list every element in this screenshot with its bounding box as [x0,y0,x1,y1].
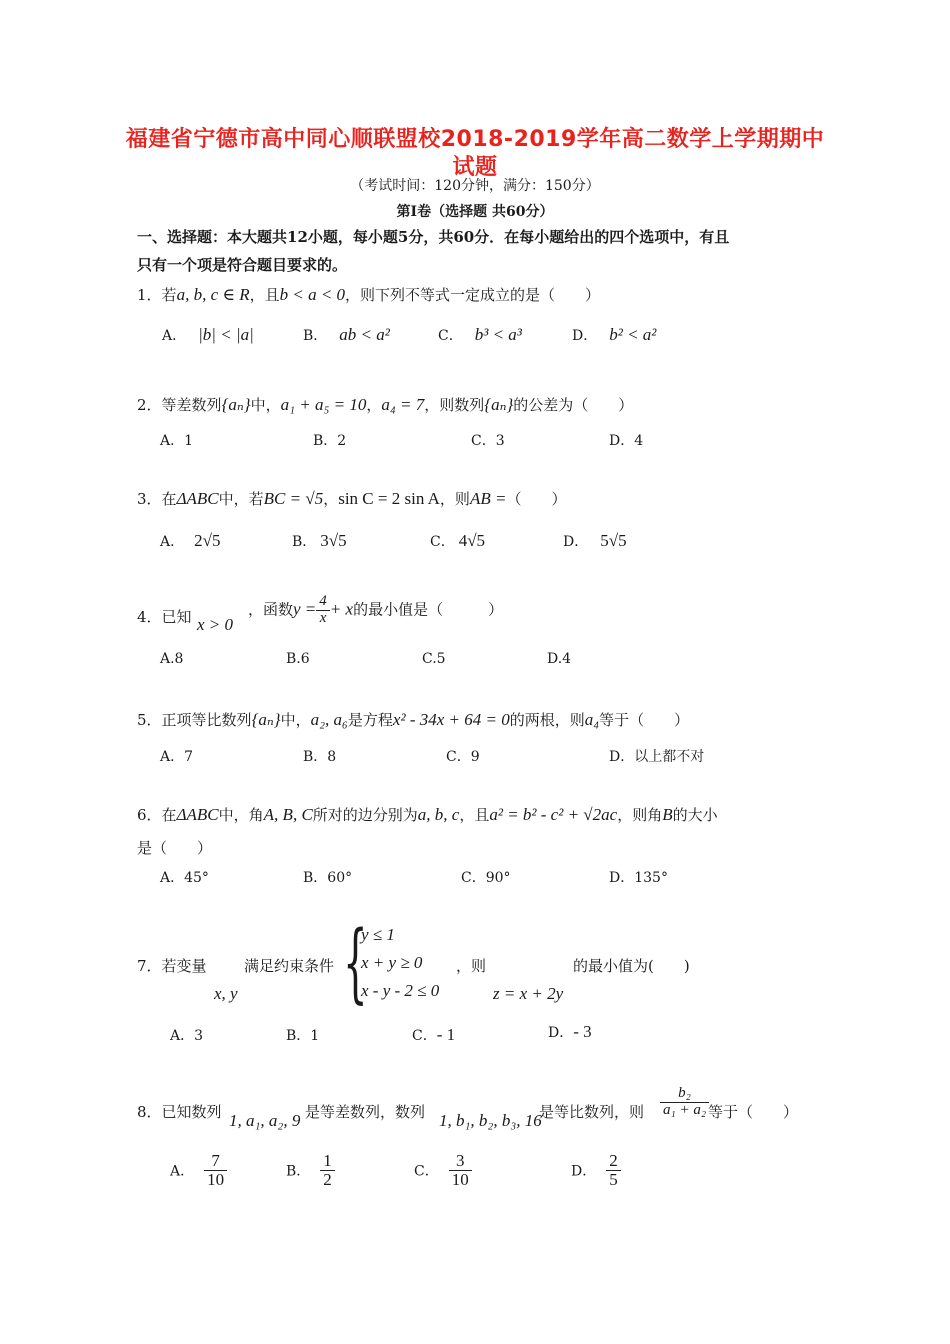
q6-equation: a² = b² - c² + √2ac [489,805,618,824]
q3-target: AB = [469,489,507,508]
denominator: 5 [609,1169,618,1189]
q1-option-a [162,325,254,345]
q1-option-d [572,325,656,345]
q4-denominator: x [319,609,327,626]
q5-option-b: B．8 [303,749,337,765]
q6-option-a: A．45° [160,870,209,886]
q8-fraction [660,1086,709,1119]
q4-func: + x [329,599,354,619]
option-label: B． [286,1163,311,1180]
question-5 [137,709,689,730]
option-math: 4√5 [458,531,486,550]
option-math: 2√5 [194,531,221,550]
q7-constraint-2: x + y ≥ 0 [361,953,423,972]
q8-numerator: b₂ [660,1086,709,1103]
q4-text: 的最小值是（ ） [353,600,504,619]
q5-equation: x² - 34x + 64 = 0 [392,710,510,729]
q7-label [137,955,207,976]
q8-option-a-fraction [204,1152,227,1189]
q8-option-a [170,1152,227,1189]
q5-text: 中， [280,711,311,729]
q6-number: 6． [137,806,162,824]
q1-text: 若 [161,286,177,304]
denominator: 10 [207,1169,225,1189]
q3-text: ， [323,490,339,508]
q6-text: ，且 [459,806,490,824]
q4-fraction [316,594,330,627]
q5-text: 是方程 [347,711,393,729]
q8-seq-arith: 1, a₁, a₂, 9 [229,1111,301,1130]
q7-number: 7． [137,957,162,975]
q2-text: 的公差为（ ） [513,396,634,414]
option-label: A． [160,534,185,550]
q2-text: ， [366,396,382,414]
q4-option-b: B.6 [286,651,310,667]
q8-option-d [571,1152,621,1189]
q2-text: 等差数列 [161,396,222,414]
q3-text: （ ） [506,490,567,508]
option-label: A． [162,328,187,344]
q1-condition: b < a < 0 [279,285,346,304]
q6-text: 的大小 [672,806,718,824]
q4-option-a: A.8 [160,651,184,667]
q8-number: 8． [137,1103,162,1121]
q2-text: 中， [250,396,281,414]
page-title-line2: 试题 [452,155,498,180]
q6-sides: a, b, c [417,805,460,824]
q3-text: 中，若 [218,490,264,508]
q8-text: 已知数列 [161,1103,222,1121]
q4-option-c: C.5 [422,651,446,667]
q6-text: ，则角 [617,806,663,824]
q2-text: ，则数列 [424,396,485,414]
q3-text: ，则 [439,490,470,508]
question-1 [137,284,600,305]
question-2 [137,394,633,415]
q2-condition: a₄ = 7 [381,395,425,414]
q4-option-d: D.4 [547,651,572,667]
q3-text: 在 [161,490,177,508]
q3-option-d [563,531,627,551]
q8-option-b-fraction [320,1152,335,1189]
q6-option-b: B．60° [303,870,353,886]
q3-condition: sin C = 2 sin A [338,489,440,508]
q7-brace: { [343,913,368,1013]
q7-option-a: A．3 [170,1028,204,1044]
page-title-line1: 福建省宁德市高中同心顺联盟校2018-2019学年高二数学上学期期中 [125,127,825,152]
option-math: 3√5 [320,531,347,550]
q8-option-b [286,1152,335,1189]
q8-option-d-fraction [606,1152,621,1189]
option-label: C． [414,1163,439,1180]
volume-title: 第Ⅰ卷（选择题 共60分） [396,204,554,220]
q2-option-d: D．4 [609,433,644,449]
q5-text: 等于（ ） [599,711,690,729]
denominator: 10 [451,1169,469,1189]
q8-text: 等于（ ） [708,1103,799,1121]
q6-angles: A, B, C [263,805,313,824]
q2-number: 2． [137,396,162,414]
q6-text-cont: 是（ ） [137,839,213,857]
q5-sequence: {aₙ} [251,710,281,729]
q3-option-a [160,531,220,551]
q3-number: 3． [137,490,162,508]
option-math: - 1 [436,1025,456,1044]
q6-option-c: C．90° [461,870,511,886]
q4-text: ，函数 [248,600,294,619]
q1-text: ，则下列不等式一定成立的是（ ） [345,286,601,304]
section-instruction-line1: 一、选择题：本大题共12小题，每小题5分，共60分．在每小题给出的四个选项中，有且 [137,228,730,246]
q7-text: 满足约束条件 [244,957,335,975]
q4-text: 已知 [161,608,192,626]
q5-text: 的两根，则 [509,711,585,729]
q8-option-c [414,1152,472,1189]
q7-variables: x, y [214,984,238,1003]
q7-option-b: B．1 [286,1028,320,1044]
q2-condition: a₁ + a₅ = 10 [280,395,367,414]
q5-number: 5． [137,711,162,729]
q8-option-c-fraction [449,1152,472,1189]
q7-text: 若变量 [161,957,207,975]
option-label: B． [292,534,317,550]
q2-option-b: B．2 [313,433,347,449]
option-label: C． [438,328,463,344]
q3-condition: BC = √5 [263,489,324,508]
denominator: 2 [323,1169,332,1189]
exam-info: （考试时间：120分钟，满分：150分） [350,178,600,194]
question-4-body [248,594,503,627]
option-label: D． [572,328,598,344]
q4-func: y = [293,599,317,619]
q4-number: 4． [137,608,162,626]
option-label: D． [571,1163,597,1180]
q4-numerator: 4 [316,594,330,611]
q3-triangle: ΔABC [176,489,219,508]
q5-target: a₄ [584,710,600,729]
option-label: C． [412,1028,437,1044]
section-instruction-line2: 只有一个项是符合题目要求的。 [137,256,348,274]
question-6 [137,804,718,825]
option-math: b² < a² [609,325,657,344]
q6-triangle: ΔABC [176,805,219,824]
numerator: 3 [449,1152,472,1171]
q7-objective: z = x + 2y [493,984,564,1003]
option-label: C． [430,534,455,550]
q6-angle: B [662,805,673,824]
q5-option-d: D．以上都不对 [609,749,705,765]
option-label: B． [303,328,328,344]
numerator: 1 [320,1152,335,1171]
q6-text: 在 [161,806,177,824]
q8-denominator: a₁ + a₂ [663,1101,707,1118]
q1-set: a, b, c ∈ R [176,285,250,304]
q8-text: 是等差数列，数列 [305,1103,426,1121]
q5-option-a: A．7 [160,749,194,765]
option-label: D． [563,534,589,550]
option-math: b³ < a³ [474,325,522,344]
q8-label [137,1101,222,1122]
question-3 [137,488,566,509]
q2-option-a: A．1 [160,433,194,449]
option-label: D． [548,1025,574,1041]
q3-option-b [292,531,347,551]
q1-text: ，且 [249,286,280,304]
q1-number: 1． [137,286,162,304]
option-math: - 3 [573,1022,592,1041]
q5-text: 正项等比数列 [161,711,252,729]
numerator: 2 [606,1152,621,1171]
q5-terms: a₂, a₆ [310,710,348,729]
q3-option-c [430,531,485,551]
q7-constraint-1: y ≤ 1 [361,925,395,944]
q6-text: 中，角 [218,806,264,824]
option-math: 5√5 [600,531,627,550]
question-4-label [137,606,192,627]
q2-sequence: {aₙ} [484,395,514,414]
q2-sequence: {aₙ} [221,395,251,414]
q7-text: 的最小值为( ) [573,957,690,975]
option-math: |b| < |a| [198,325,254,344]
q7-option-d [548,1022,592,1042]
q8-text: 是等比数列，则 [539,1103,645,1121]
q4-condition: x > 0 [197,615,234,634]
q1-option-c [438,325,522,345]
q1-option-b [303,325,390,345]
option-label: A． [170,1163,195,1180]
q6-option-d: D．135° [609,870,668,886]
option-math: ab < a² [339,325,390,344]
q5-option-c: C．9 [446,749,480,765]
q7-text: ，则 [456,957,487,975]
numerator: 7 [204,1152,227,1171]
q2-option-c: C．3 [471,433,505,449]
q6-text: 所对的边分别为 [312,806,418,824]
q8-seq-geom: 1, b₁, b₂, b₃, 16 [439,1111,542,1130]
q7-option-c [412,1025,455,1045]
q7-constraint-3: x - y - 2 ≤ 0 [361,981,440,1000]
